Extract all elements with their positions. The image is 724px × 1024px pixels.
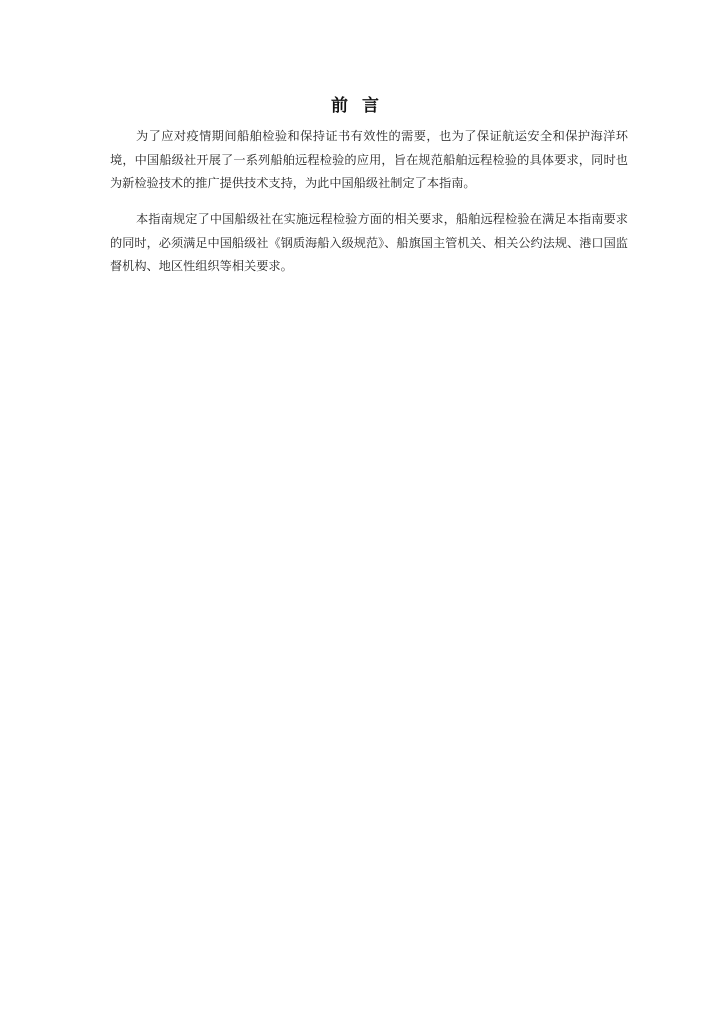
paragraph-1: 为了应对疫情期间船舶检验和保持证书有效性的需要，也为了保证航运安全和保护海洋环境，中国船级社开展了一系列船舶远程检验的应用，旨在规范船舶远程检验的具体要求，同时也为新检验技术的推广提供技术支持，为此中国船级社制定了本指南。 xyxy=(110,129,628,190)
page-title: 前言 xyxy=(331,96,393,116)
paragraph-2: 本指南规定了中国船级社在实施远程检验方面的相关要求，船舶远程检验在满足本指南要求的同时，必须满足中国船级社《钢质海船入级规范》、船旗国主管机关、相关公约法规、港口国监督机构、地区性组织等相关要求。 xyxy=(110,212,628,273)
